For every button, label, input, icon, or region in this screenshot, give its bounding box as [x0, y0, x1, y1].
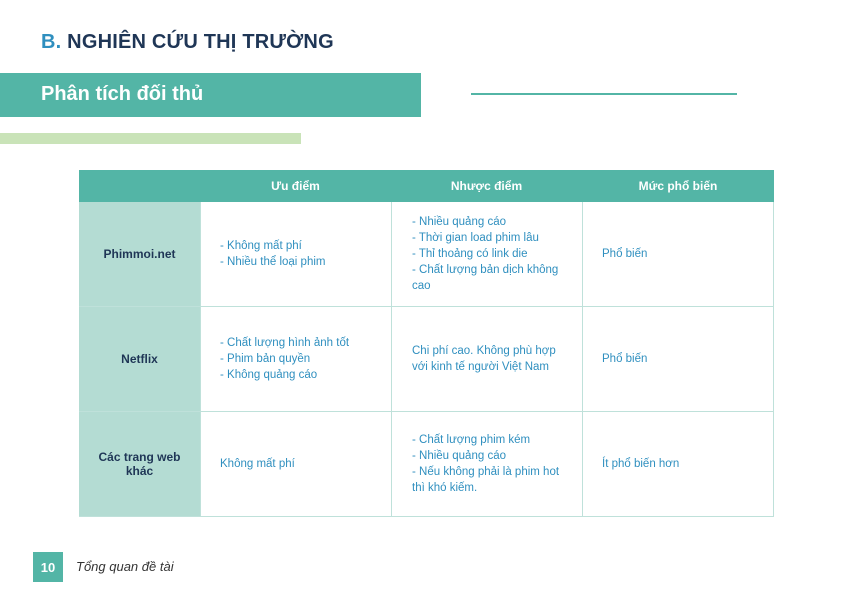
- cons-item: - Chất lượng bản dịch không cao: [412, 264, 559, 292]
- subtitle-text: Phân tích đối thủ: [41, 83, 204, 105]
- cons-item: - Thỉ thoảng có link die: [412, 248, 528, 260]
- pros-item: - Nhiều thể loại phim: [220, 256, 326, 268]
- competitor-name: Các trang web khác: [79, 412, 200, 516]
- header-cell-cons: Nhược điểm: [450, 179, 523, 193]
- popularity-cell: Ít phổ biến hơn: [582, 412, 774, 516]
- cons-item: - Nhiều quảng cáo: [412, 450, 506, 462]
- cons-item: - Nếu không phải là phim hot thì khó kiếm.: [412, 466, 560, 494]
- table-header: [79, 170, 774, 202]
- cons-item: - Nhiều quảng cáo: [412, 216, 506, 228]
- popularity-cell: Phổ biến: [582, 307, 774, 411]
- table-row: [79, 307, 774, 412]
- header-cell-pros: Ưu điểm: [271, 179, 320, 193]
- pros-item: - Phim bản quyền: [220, 353, 311, 365]
- footer-label: Tổng quan đề tài: [76, 559, 174, 574]
- pros-item: - Không mất phí: [220, 240, 302, 252]
- section-title: NGHIÊN CỨU THỊ TRƯỜNG: [67, 31, 334, 53]
- page-number-badge: 10: [33, 552, 63, 582]
- section-heading: [41, 31, 334, 54]
- pros-item: Không mất phí: [220, 458, 295, 470]
- decorative-bar: [0, 133, 301, 144]
- pros-cell: [200, 307, 391, 411]
- pros-cell: [200, 202, 391, 306]
- decorative-line: [471, 93, 737, 95]
- header-cell-popularity: Mức phổ biến: [638, 179, 718, 193]
- header-cell-empty: [79, 170, 200, 202]
- cons-item: - Thời gian load phim lâu: [412, 232, 539, 244]
- subtitle-band: [0, 73, 421, 117]
- cons-item: Chi phí cao. Không phù hợp với kinh tế người Việt Nam: [412, 345, 556, 373]
- section-prefix: B.: [41, 31, 62, 53]
- cons-cell: [391, 307, 582, 411]
- table-row: [79, 202, 774, 307]
- competitor-name: Netflix: [79, 307, 200, 411]
- cons-cell: [391, 202, 582, 306]
- pros-item: - Chất lượng hình ảnh tốt: [220, 337, 350, 349]
- cons-cell: [391, 412, 582, 516]
- pros-cell: [200, 412, 391, 516]
- table-row: [79, 412, 774, 517]
- competitor-name: Phimmoi.net: [79, 202, 200, 306]
- cons-item: - Chất lượng phim kém: [412, 434, 531, 446]
- pros-item: - Không quảng cáo: [220, 369, 318, 381]
- popularity-cell: Phổ biến: [582, 202, 774, 306]
- competitor-table: [79, 170, 774, 517]
